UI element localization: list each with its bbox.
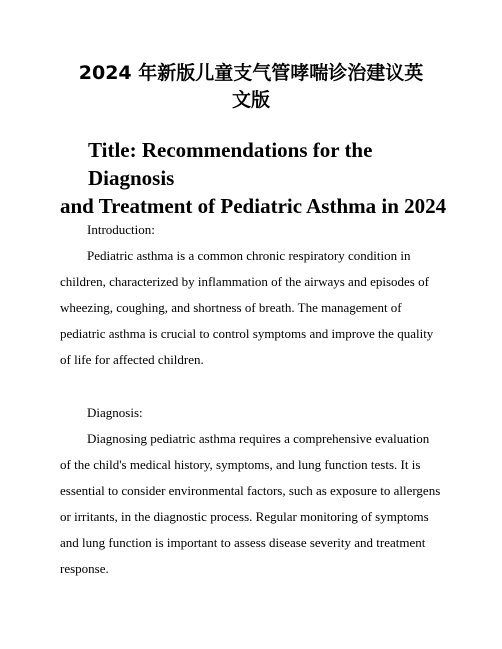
- diagnosis-paragraph: Diagnosing pediatric asthma requires a comprehensive evaluation of the child's medical history, symptoms, and lung function tests. It is essential to consider environmental factors, such as exposure to allergens or irritants, in the diagnostic process. Regular monitoring of symptoms and lung function is important to assess disease severity and treatment response.: [60, 431, 441, 576]
- diagnosis-heading: Diagnosis:: [87, 405, 143, 420]
- introduction-paragraph: Pediatric asthma is a common chronic respiratory condition in children, characterized by inflammation of the airways and episodes of wheezing, coughing, and shortness of breath. The management of pediatric asthma is crucial to control symptoms and improve the quality of life for affected children.: [60, 248, 434, 367]
- english-title-line-1: Title: Recommendations for the Diagnosis: [88, 138, 373, 190]
- english-title: [60, 136, 448, 220]
- document-title-line-2: 文版: [231, 89, 270, 111]
- introduction-heading: Introduction:: [87, 222, 155, 237]
- introduction-section: [60, 217, 442, 373]
- english-title-line-2: and Treatment of Pediatric Asthma in 2024: [60, 194, 447, 218]
- diagnosis-section: [60, 400, 442, 582]
- document-title-line-1: 2024 年新版儿童支气管哮喘诊治建议英: [78, 62, 424, 84]
- document-title: [60, 60, 442, 114]
